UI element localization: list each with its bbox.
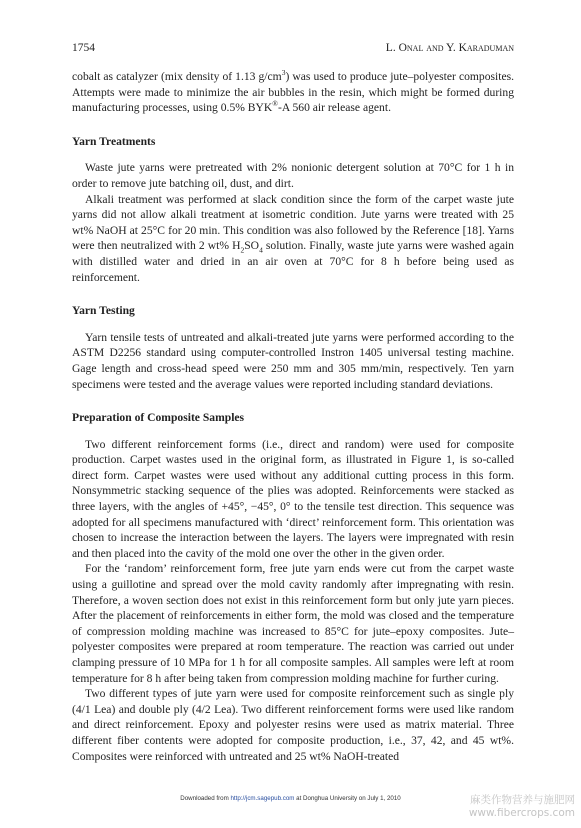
footer-text-post: at Donghua University on July 1, 2010 (294, 795, 401, 802)
section-heading-yarn-testing: Yarn Testing (72, 304, 135, 318)
registered-mark: ® (272, 99, 278, 109)
author-name-2: Karaduman (458, 42, 514, 54)
watermark-line-2: www.fibercrops.com (468, 807, 575, 819)
footer-link[interactable]: http://jcm.sagepub.com (230, 795, 295, 802)
section-heading-yarn-treatments: Yarn Treatments (72, 134, 156, 148)
intro-text-c: -A 560 air release agent. (277, 101, 391, 115)
yarn-treatments-paragraph-2 (72, 192, 514, 286)
yarn-treatments-text-c: solution. Finally, waste jute yarns were washed again with distilled water and dried in an air oven at 70°C for 8 h before being used as reinforcement. (72, 239, 514, 284)
running-head-authors (386, 42, 514, 54)
subscript-4: 4 (259, 245, 263, 255)
intro-superscript: 3 (281, 68, 286, 78)
author-and: and (426, 42, 444, 54)
author-initial-2: Y. (446, 42, 456, 54)
footer-text-pre: Downloaded from (180, 795, 231, 802)
composite-paragraph-2: For the ‘random’ reinforcement form, free jute yarn ends were cut from the carpet waste using a guillotine and spread over the mold cavity randomly after impregnating with resin. Therefore, a woven section does not exist in this reinforcement form but only jute yarn pieces. After the placement of reinforcements in either form, the mold was closed and the temperature of compression molding machine was increased to 85°C for jute–epoxy composites. Jute–polyester composites were prepared at room temperature. The reaction was carried out under clamping pressure of 10 MPa for 1 h for all composite samples. All samples were left at room temperature for 8 h after being taken from compression molding machine for further curing. (72, 562, 514, 685)
author-name-1: Onal (398, 42, 424, 54)
author-initial-1: L. (385, 42, 396, 54)
yarn-treatments-paragraph-1: Waste jute yarns were pretreated with 2% nonionic detergent solution at 70°C for 1 h in order to remove jute batching oil, dust, and dirt. (72, 161, 514, 190)
composite-paragraph-1: Two different reinforcement forms (i.e., direct and random) were used for composite production. Carpet wastes used in the original form, as illustrated in Figure 1, is so-called direct form. Carpet wastes were used without any additional cutting process in this form. Nonsymmetric stacking sequence of the plies was adopted. Reinforcements were stacked as three layers, with the angles of +45°, −45°, 0° to the tensile test direction. This sequence was adopted for all specimens manufactured with ‘direct’ reinforcement form. This orientation was chosen to increase the interaction between the layers. The layers were impregnated with resin and then placed into the cavity of the mold one over the other in the given order. (72, 437, 514, 560)
article-body (72, 69, 514, 764)
page-header (72, 42, 514, 58)
composite-paragraph-3: Two different types of jute yarn were used for composite reinforcement such as single ply (4/1 Lea) and double ply (4/2 Lea). Two different reinforcement forms were used like random and direct reinforcement. Epoxy and polyester resins were used as matrix material. Three different fiber contents were adopted for composite production, i.e., 37, 42, and 45 wt%. Composites were reinforced with untreated and 25 wt% NaOH-treated (72, 687, 514, 763)
page-number: 1754 (72, 42, 95, 54)
site-watermark (469, 794, 575, 820)
watermark-line-1: 麻类作物营养与施肥网 (470, 794, 575, 806)
intro-text-a: cobalt as catalyzer (mix density of 1.13 g/cm (72, 70, 282, 83)
yarn-testing-paragraph: Yarn tensile tests of untreated and alkali-treated jute yarns were performed according to the ASTM D2256 standard using computer-controlled Instron 1405 universal testing machine. Gage length and cross-head speed were 250 mm and 305 mm/min, respectively. Ten yarn specimens were tested and the average values were reported including standard deviations. (72, 330, 514, 391)
intro-text-b: ) was used to produce jute–polyester composites. Attempts were made to minimize the air bubbles in the resin, which might be formed during manufacturing processes, using 0.5% BYK (72, 70, 515, 115)
section-heading-composite-samples: Preparation of Composite Samples (72, 411, 245, 425)
yarn-treatments-text-a: Alkali treatment was performed at slack condition since the form of the carpet waste jute yarns did not allow alkali treatment at isometric condition. Jute yarns were treated with 25 wt% NaOH at 25°C for 20 min. This condition was also followed by the Reference [18]. Yarns were then neutralized with 2 wt% H (72, 192, 514, 253)
yarn-treatments-text-b: SO (244, 239, 260, 253)
subscript-2: 2 (240, 245, 245, 255)
intro-paragraph (72, 69, 514, 116)
